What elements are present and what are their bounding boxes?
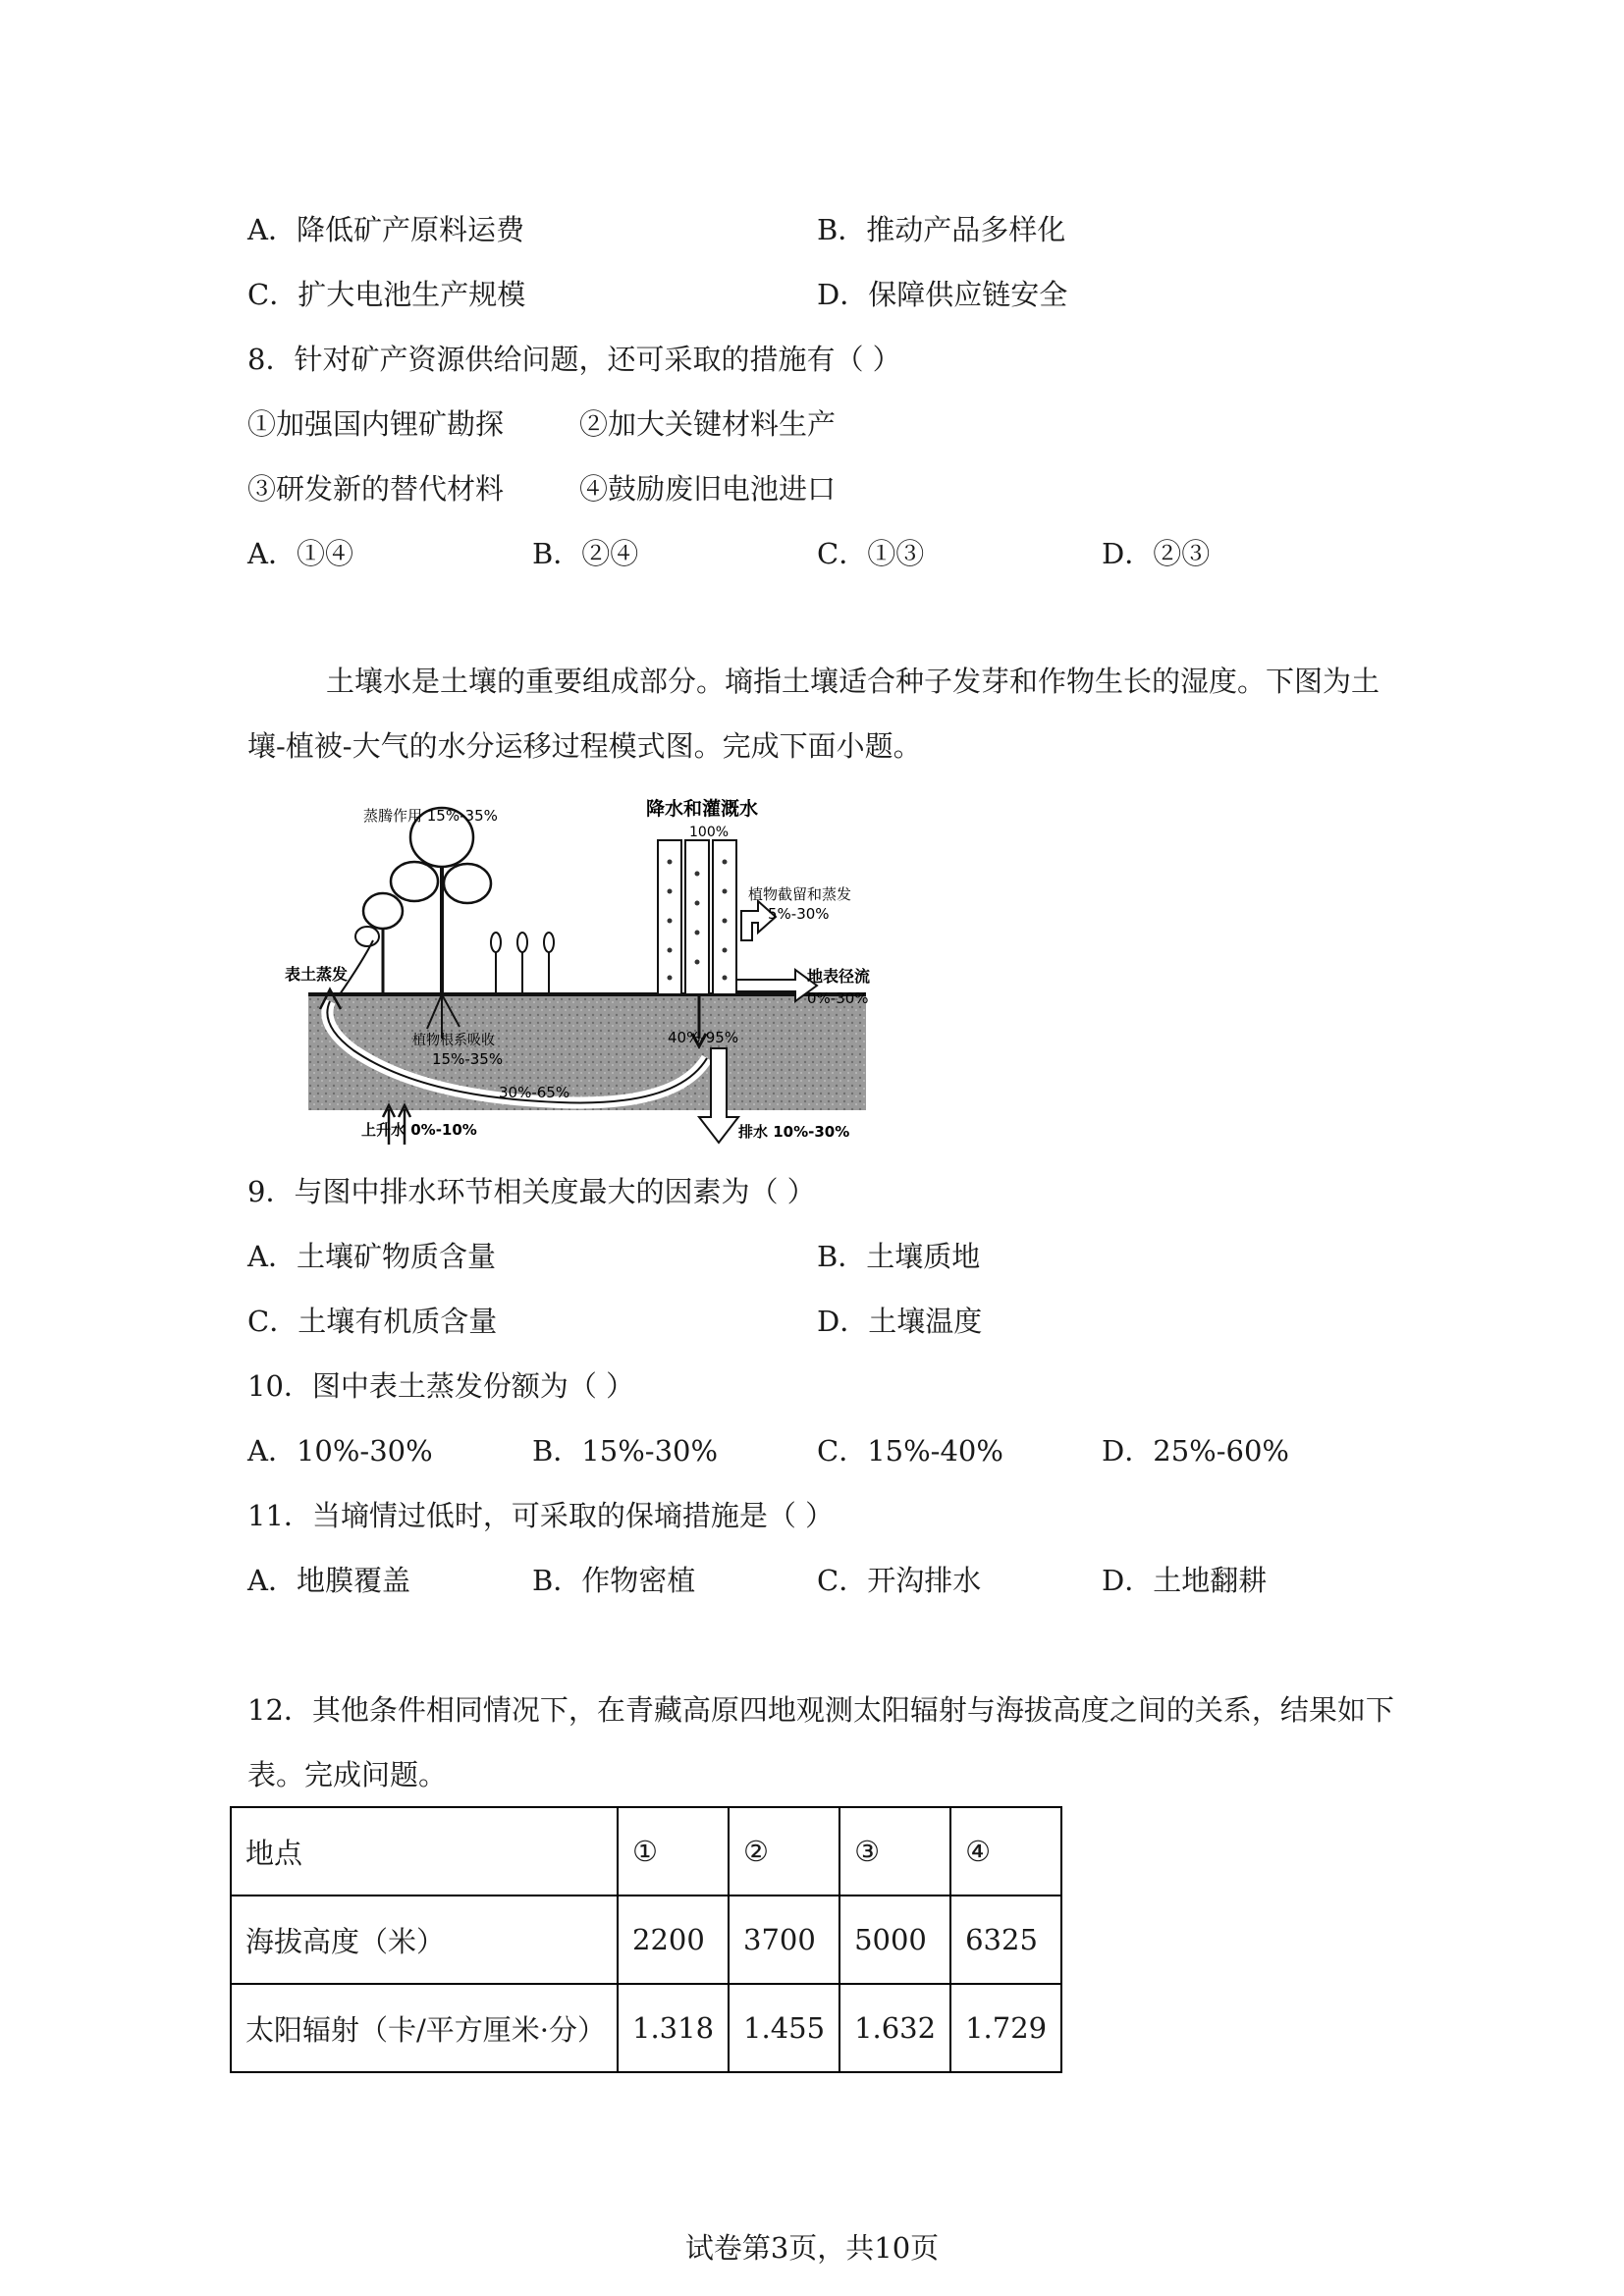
q9-option-c: C．土壤有机质含量: [247, 1305, 498, 1338]
q8-statement-3: ③研发新的替代材料: [247, 472, 505, 506]
label-infiltration: 40%-95%: [668, 1029, 739, 1046]
table-cell: 海拔高度（米）: [231, 1896, 618, 1984]
table-row: [231, 1807, 1061, 1896]
q10-option-b: B．15%-30%: [532, 1434, 719, 1468]
q11-option-a: A．地膜覆盖: [247, 1564, 410, 1597]
q9-stem: 9．与图中排水环节相关度最大的因素为（ ）: [247, 1175, 816, 1208]
q10-stem: 10．图中表土蒸发份额为（ ）: [247, 1369, 635, 1403]
soil-layer: [308, 994, 866, 1110]
label-root-uptake-value: 15%-35%: [432, 1050, 504, 1068]
q9-option-b: B．土壤质地: [817, 1240, 981, 1273]
q8-option-d: D．②③: [1102, 537, 1211, 570]
label-interception-value: 5%-30%: [768, 905, 830, 923]
label-runoff-value: 0%-30%: [807, 989, 869, 1007]
table-cell: ③: [839, 1807, 950, 1896]
table-cell: 2200: [618, 1896, 729, 1984]
q11-option-b: B．作物密植: [532, 1564, 696, 1597]
table-row: [231, 1896, 1061, 1984]
q12-stem-line-1: 12．其他条件相同情况下，在青藏高原四地观测太阳辐射与海拔高度之间的关系，结果如下: [247, 1693, 1394, 1727]
small-plant-icon: [355, 893, 403, 994]
q8-option-c: C．①③: [817, 537, 925, 570]
label-interception: 植物截留和蒸发: [748, 885, 852, 903]
q10-option-a: A．10%-30%: [247, 1434, 433, 1468]
q8-statement-4: ④鼓励废旧电池进口: [579, 472, 837, 506]
crop-icon: [491, 933, 554, 994]
label-transpiration: 蒸腾作用 15%-35%: [363, 807, 498, 825]
altitude-radiation-table: [230, 1806, 1062, 2073]
q8-option-b: B．②④: [532, 537, 639, 570]
table-cell: ①: [618, 1807, 729, 1896]
page-footer: 试卷第3页，共10页: [684, 2231, 940, 2265]
q8-stem: 8．针对矿产资源供给问题，还可采取的措施有（ ）: [247, 343, 901, 376]
table-cell: 3700: [729, 1896, 839, 1984]
label-precipitation: 降水和灌溉水: [646, 798, 759, 820]
q7-option-b: B．推动产品多样化: [817, 213, 1066, 246]
label-drainage: 排水 10%-30%: [738, 1123, 850, 1141]
passage-line-1: 土壤水是土壤的重要组成部分。墒指土壤适合种子发芽和作物生长的湿度。下图为土: [326, 665, 1380, 698]
label-runoff: 地表径流: [807, 967, 871, 986]
table-cell: 6325: [950, 1896, 1061, 1984]
q12-stem-line-2: 表。完成问题。: [247, 1758, 448, 1791]
table-cell: 1.632: [839, 1984, 950, 2072]
q10-option-d: D．25%-60%: [1102, 1434, 1289, 1468]
q11-option-d: D．土地翻耕: [1102, 1564, 1268, 1597]
q9-option-d: D．土壤温度: [817, 1305, 983, 1338]
table-cell: ②: [729, 1807, 839, 1896]
q11-stem: 11．当墒情过低时，可采取的保墒措施是（ ）: [247, 1499, 835, 1532]
label-circulation: 30%-65%: [499, 1084, 570, 1101]
table-cell: ④: [950, 1807, 1061, 1896]
table-cell: 太阳辐射（卡/平方厘米·分）: [231, 1984, 618, 2072]
label-capillary-rise: 上升水 0%-10%: [361, 1121, 477, 1139]
label-precipitation-value: 100%: [689, 825, 730, 840]
table-cell: 5000: [839, 1896, 950, 1984]
passage-line-2: 壤-植被-大气的水分运移过程模式图。完成下面小题。: [247, 729, 922, 763]
q8-option-a: A．①④: [247, 537, 353, 570]
soil-water-diagram-svg: [245, 793, 913, 1148]
q7-option-d: D．保障供应链安全: [817, 278, 1068, 311]
q8-statement-2: ②加大关键材料生产: [579, 407, 837, 441]
q8-statement-1: ①加强国内锂矿勘探: [247, 407, 505, 441]
label-surface-evaporation: 表土蒸发: [285, 965, 349, 984]
table-cell: 1.318: [618, 1984, 729, 2072]
q7-option-c: C．扩大电池生产规模: [247, 278, 526, 311]
table-cell: 地点: [231, 1807, 618, 1896]
table-cell: 1.729: [950, 1984, 1061, 2072]
q11-option-c: C．开沟排水: [817, 1564, 982, 1597]
q10-option-c: C．15%-40%: [817, 1434, 1003, 1468]
rain-icon: [658, 840, 736, 994]
table-cell: 1.455: [729, 1984, 839, 2072]
q7-option-a: A．降低矿产原料运费: [247, 213, 524, 246]
soil-water-diagram: [245, 793, 913, 1148]
label-root-uptake: 植物根系吸收: [412, 1033, 495, 1048]
q9-option-a: A．土壤矿物质含量: [247, 1240, 496, 1273]
table-row: [231, 1984, 1061, 2072]
